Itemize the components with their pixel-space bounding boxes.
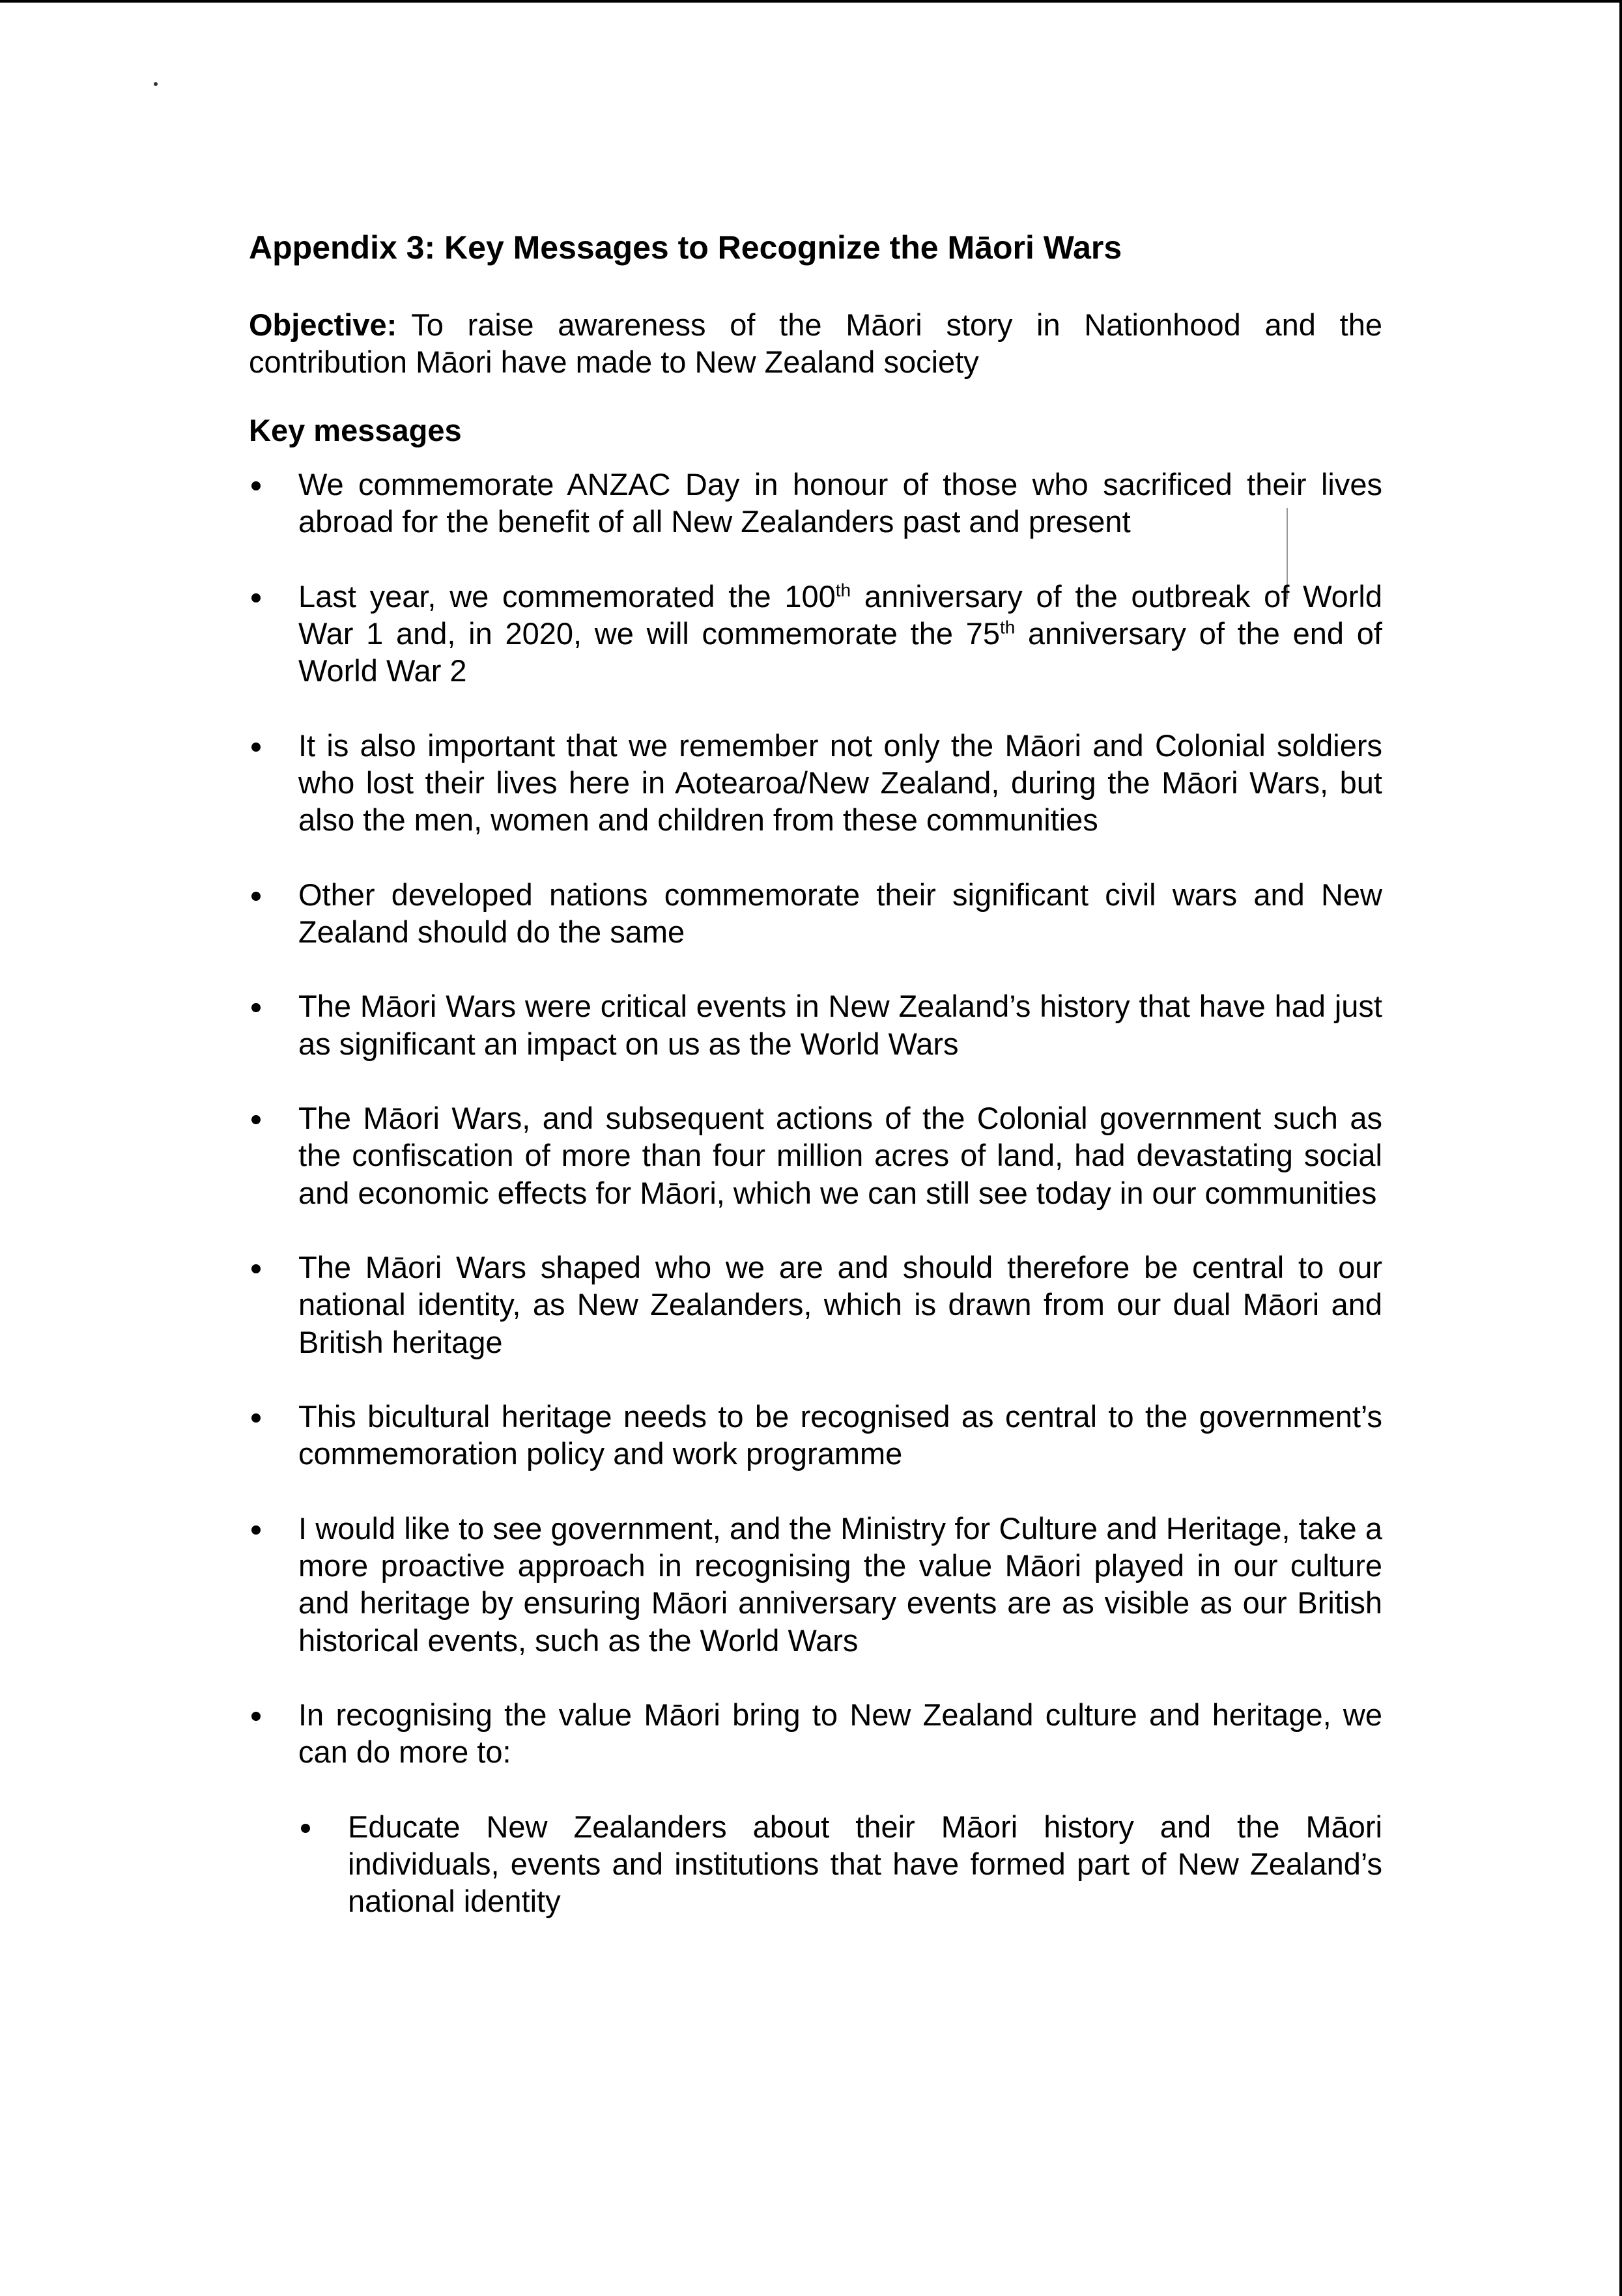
list-item xyxy=(249,987,1382,1062)
objective-text: To raise awareness of the Māori story in Nationhood and the contribution Māori have made to New Zealand society xyxy=(249,307,1382,380)
objective-paragraph xyxy=(249,306,1382,381)
bullet-text: This bicultural heritage needs to be recognised as central to the government’s commemoration policy and work programme xyxy=(298,1398,1382,1471)
bullet-text-part: Last year, we commemorated the 100 xyxy=(298,578,836,614)
list-item xyxy=(249,578,1382,690)
sub-bullet-list xyxy=(298,1808,1382,1920)
sub-bullet-text: Educate New Zealanders about their Māori history and the Māori individuals, events and institutions that have formed part of New Zealand’s national identity xyxy=(348,1809,1382,1919)
bullet-text-part: anniversary of the outbreak of World War 1 and, in 2020, we will commemorate the 75 xyxy=(298,578,1382,651)
bullet-text: It is also important that we remember not only the Māori and Colonial soldiers who lost their lives here in Aotearoa/New Zealand, during the Māori Wars, but also the men, women and children from these communities xyxy=(298,728,1382,838)
key-messages-list xyxy=(249,466,1382,1920)
bullet-text: Other developed nations commemorate their significant civil wars and New Zealand should do the same xyxy=(298,877,1382,949)
list-item xyxy=(249,1398,1382,1473)
key-messages-heading: Key messages xyxy=(249,412,462,447)
bullet-text: The Māori Wars, and subsequent actions of the Colonial government such as the confiscation of more than four million acres of land, had devastating social and economic effects for Māori, which we can still see today in our communities xyxy=(298,1100,1382,1210)
ordinal-suffix: th xyxy=(835,580,851,601)
page-title: Appendix 3: Key Messages to Recognize the Māori Wars xyxy=(249,229,1122,266)
page-border-top xyxy=(0,0,1622,3)
list-item xyxy=(249,1510,1382,1659)
ordinal-suffix: th xyxy=(999,617,1016,638)
scan-speck xyxy=(154,82,158,86)
document-body xyxy=(249,228,1382,1957)
list-item xyxy=(249,727,1382,839)
bullet-text: I would like to see government, and the Ministry for Culture and Heritage, take a more proactive approach in recognising the value Māori played in our culture and heritage by ensuring Māori anniversary events are as visible as our British historical events, such as the World Wars xyxy=(298,1510,1382,1658)
list-item xyxy=(249,1696,1382,1920)
bullet-text: In recognising the value Māori bring to New Zealand culture and heritage, we can do more to: xyxy=(298,1697,1382,1770)
list-item xyxy=(249,1249,1382,1361)
bullet-text: The Māori Wars shaped who we are and should therefore be central to our national identity, as New Zealanders, which is drawn from our dual Māori and British heritage xyxy=(298,1249,1382,1359)
list-item xyxy=(249,466,1382,541)
list-item xyxy=(249,876,1382,951)
objective-label: Objective: xyxy=(249,307,397,342)
bullet-text: We commemorate ANZAC Day in honour of those who sacrificed their lives abroad for the benefit of all New Zealanders past and present xyxy=(298,467,1382,539)
list-item xyxy=(249,1099,1382,1212)
page-border-right xyxy=(1619,0,1622,2296)
sub-list-item xyxy=(298,1808,1382,1920)
bullet-text: The Māori Wars were critical events in New Zealand’s history that have had just as significant an impact on us as the World Wars xyxy=(298,989,1382,1061)
bullet-text-part: anniversary of the end of World War 2 xyxy=(298,616,1382,688)
